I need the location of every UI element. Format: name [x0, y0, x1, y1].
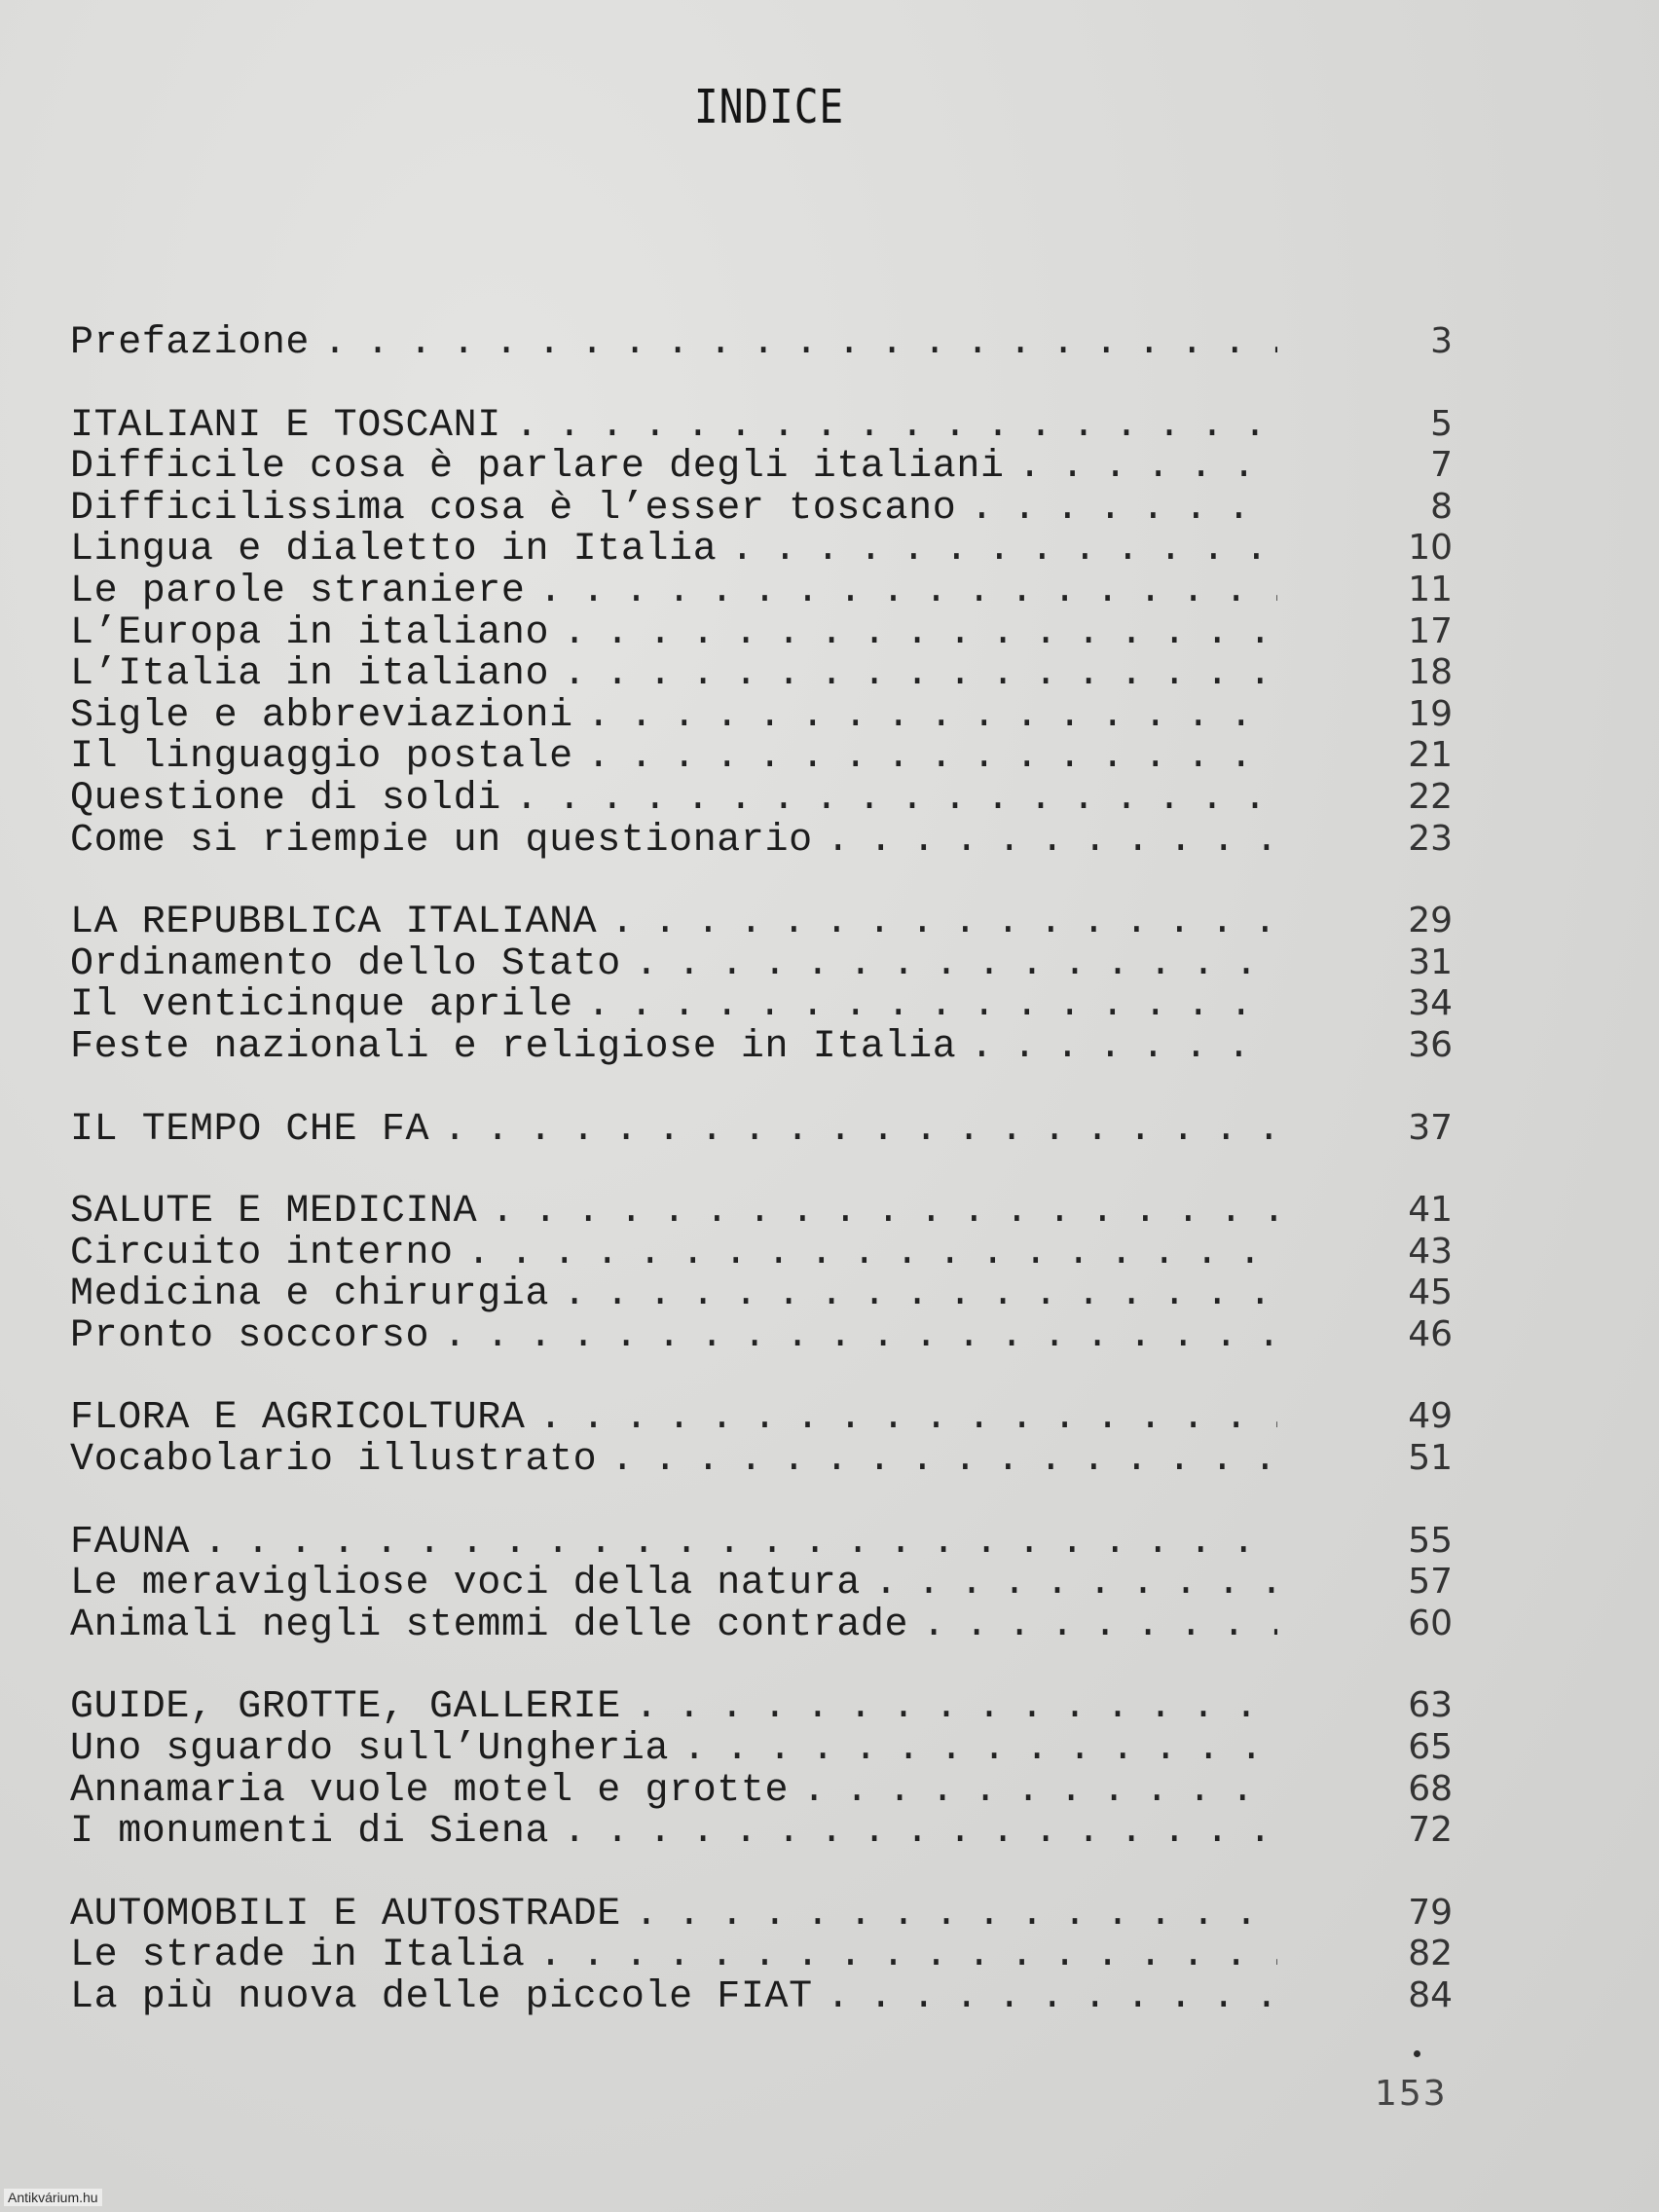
dot-leader: [538, 1398, 1277, 1440]
dot-leader: [563, 613, 1277, 655]
toc-entry: [70, 1810, 1453, 1855]
toc-entry: [70, 445, 1453, 490]
toc-section-heading: [70, 1893, 1453, 1935]
toc-entry-page: 37: [1408, 1107, 1453, 1148]
dot-leader: [538, 571, 1277, 613]
dot-leader: [874, 1564, 1277, 1605]
dot-leader: [515, 406, 1277, 448]
toc-entry: [70, 1934, 1453, 1978]
toc-entry-page: 21: [1408, 735, 1453, 776]
toc-entry-title: Difficilissima cosa è l’esser toscano: [70, 486, 957, 531]
toc-section-heading: [70, 1190, 1453, 1235]
toc-section: [70, 1108, 1453, 1150]
toc-section: [70, 1685, 1453, 1855]
dot-leader: [443, 1316, 1277, 1358]
dot-leader: [515, 779, 1277, 821]
dot-leader: [587, 696, 1277, 738]
dot-leader: [922, 1605, 1277, 1647]
toc-entry-title: I monumenti di Siena: [70, 1810, 550, 1855]
toc-entry-title: FLORA E AGRICOLTURA: [70, 1396, 526, 1441]
toc-entry-title: Animali negli stemmi delle contrade: [70, 1603, 909, 1647]
toc-entry: [70, 942, 1453, 984]
dot-leader: [563, 1812, 1277, 1854]
toc-entry-title: Vocabolario illustrato: [70, 1438, 598, 1483]
toc-entry-page: 68: [1408, 1768, 1453, 1809]
toc-entry-page: 31: [1408, 941, 1453, 982]
dot-leader: [610, 1440, 1277, 1482]
dot-leader: [563, 1274, 1277, 1316]
toc-entry: [70, 1769, 1453, 1811]
toc-section-heading: [70, 1108, 1453, 1150]
toc-entry-title: Le meravigliose voci della natura: [70, 1562, 861, 1606]
toc-entry: [70, 1975, 1453, 2017]
toc-entry-title: Le parole straniere: [70, 569, 526, 613]
toc-section-heading: [70, 901, 1453, 945]
toc-entry: [70, 570, 1453, 611]
toc-entry-page: 5: [1430, 403, 1453, 444]
toc-section-heading: [70, 321, 1453, 363]
toc-entry-title: Il venticinque aprile: [70, 983, 573, 1028]
dot-leader: [491, 1192, 1277, 1234]
toc-entry: [70, 1272, 1453, 1317]
dot-leader: [827, 821, 1277, 863]
dot-leader: [970, 1027, 1277, 1069]
toc-section: [70, 1190, 1453, 1358]
toc-entry-title: La più nuova delle piccole FIAT: [70, 1975, 813, 2019]
toc-entry-page: 72: [1408, 1810, 1453, 1851]
toc-entry-page: 45: [1408, 1272, 1453, 1313]
toc-entry-title: Difficile cosa è parlare degli italiani: [70, 445, 1005, 490]
toc-entry: [70, 1562, 1453, 1604]
toc-entry-title: Sigle e abbreviazioni: [70, 693, 573, 738]
toc-entry-page: 18: [1408, 652, 1453, 693]
toc-entry-page: 43: [1408, 1231, 1453, 1272]
toc-entry-page: 65: [1408, 1727, 1453, 1768]
toc-entry: [70, 735, 1453, 780]
dot-leader: [682, 1729, 1277, 1771]
toc-entry-page: 63: [1408, 1685, 1453, 1726]
toc-section-heading: [70, 1396, 1453, 1441]
toc-entry-title: Il linguaggio postale: [70, 735, 573, 780]
dot-leader: [563, 654, 1277, 696]
toc-entry-page: 84: [1408, 1975, 1453, 2015]
toc-entry-title: FAUNA: [70, 1520, 191, 1565]
dot-leader: [635, 1687, 1277, 1729]
dot-leader: [827, 1977, 1277, 2019]
toc-entry-title: Lingua e dialetto in Italia: [70, 528, 718, 572]
toc-entry-title: Le strade in Italia: [70, 1934, 526, 1978]
toc-entry-title: SALUTE E MEDICINA: [70, 1190, 478, 1235]
dot-leader: [610, 903, 1277, 944]
toc-entry-page: 23: [1408, 818, 1453, 859]
toc-entry-page: 36: [1408, 1024, 1453, 1065]
toc-entry: [70, 1604, 1453, 1645]
toc-entry-page: 22: [1408, 776, 1453, 817]
watermark: Antikvárium.hu: [4, 2189, 102, 2206]
toc-entry-page: 49: [1408, 1396, 1453, 1437]
toc-entry-page: 82: [1408, 1934, 1453, 1974]
toc-entry-title: Come si riempie un questionario: [70, 818, 813, 863]
toc-entry: [70, 487, 1453, 529]
toc-entry-title: ITALIANI E TOSCANI: [70, 403, 501, 448]
dot-leader: [538, 1936, 1277, 1977]
toc-entry: [70, 611, 1453, 653]
dot-leader: [203, 1523, 1277, 1565]
dot-leader: [467, 1234, 1277, 1275]
toc-entry: [70, 694, 1453, 736]
dot-leader: [443, 1110, 1277, 1152]
toc-entry: [70, 1232, 1453, 1273]
toc-entry-page: 79: [1408, 1892, 1453, 1933]
dot-leader: [970, 489, 1277, 531]
toc-section: [70, 901, 1453, 1069]
toc-entry-page: 7: [1430, 445, 1453, 486]
toc-entry-title: Feste nazionali e religiose in Italia: [70, 1024, 957, 1069]
toc-entry-title: Pronto soccorso: [70, 1313, 430, 1358]
table-of-contents: [70, 321, 1453, 2058]
toc-entry: [70, 1314, 1453, 1356]
dot-leader: [635, 1895, 1277, 1936]
toc-entry-title: GUIDE, GROTTE, GALLERIE: [70, 1685, 621, 1730]
dot-leader: [635, 944, 1277, 986]
toc-entry-page: 46: [1408, 1313, 1453, 1354]
toc-entry-page: 19: [1408, 693, 1453, 734]
toc-entry-page: 34: [1408, 983, 1453, 1024]
toc-entry: [70, 1727, 1453, 1772]
toc-section: [70, 404, 1453, 861]
dot-leader: [730, 530, 1277, 571]
toc-entry-title: L’Italia in italiano: [70, 652, 550, 697]
toc-entry: [70, 983, 1453, 1028]
toc-entry-page: 8: [1430, 486, 1453, 527]
toc-entry-title: Annamaria vuole motel e grotte: [70, 1768, 790, 1813]
toc-entry: [70, 819, 1453, 861]
dot-leader: [323, 323, 1277, 365]
toc-entry-title: LA REPUBBLICA ITALIANA: [70, 901, 598, 945]
toc-entry-title: Uno sguardo sull’Ungheria: [70, 1727, 670, 1772]
toc-entry-page: 55: [1408, 1520, 1453, 1561]
dot-leader: [802, 1771, 1277, 1813]
toc-section-heading: [70, 404, 1453, 446]
page-number: 153: [1375, 2074, 1448, 2114]
toc-section-heading: [70, 1685, 1453, 1730]
toc-entry: [70, 1438, 1453, 1483]
toc-entry-title: Prefazione: [70, 321, 311, 365]
toc-entry-page: 60: [1408, 1603, 1453, 1643]
toc-entry-title: Questione di soldi: [70, 776, 501, 821]
toc-entry-page: 57: [1408, 1562, 1453, 1603]
toc-entry-page: 51: [1408, 1438, 1453, 1479]
dot-leader: [1018, 447, 1277, 489]
toc-section: [70, 1893, 1453, 2017]
toc-entry-page: 17: [1408, 610, 1453, 651]
toc-entry-title: Circuito interno: [70, 1231, 454, 1275]
toc-entry-page: 29: [1408, 901, 1453, 941]
footer-dot: [1414, 2050, 1420, 2057]
toc-entry-page: 41: [1408, 1190, 1453, 1231]
toc-entry-page: 11: [1408, 569, 1453, 609]
toc-entry: [70, 1025, 1453, 1067]
toc-section-heading: [70, 1521, 1453, 1563]
toc-entry-page: 3: [1430, 321, 1453, 361]
toc-entry-title: Ordinamento dello Stato: [70, 941, 621, 986]
dot-leader: [587, 737, 1277, 779]
toc-entry-page: 10: [1408, 528, 1453, 569]
toc-section: [70, 321, 1453, 363]
toc-entry: [70, 652, 1453, 697]
toc-entry-title: AUTOMOBILI E AUTOSTRADE: [70, 1892, 621, 1936]
toc-entry: [70, 528, 1453, 570]
toc-section: [70, 1396, 1453, 1483]
page-title: INDICE: [693, 80, 845, 134]
toc-entry: [70, 777, 1453, 819]
toc-section: [70, 1521, 1453, 1645]
dot-leader: [587, 985, 1277, 1027]
toc-entry-title: Medicina e chirurgia: [70, 1272, 550, 1317]
toc-entry-title: IL TEMPO CHE FA: [70, 1107, 430, 1152]
toc-entry-title: L’Europa in italiano: [70, 610, 550, 655]
